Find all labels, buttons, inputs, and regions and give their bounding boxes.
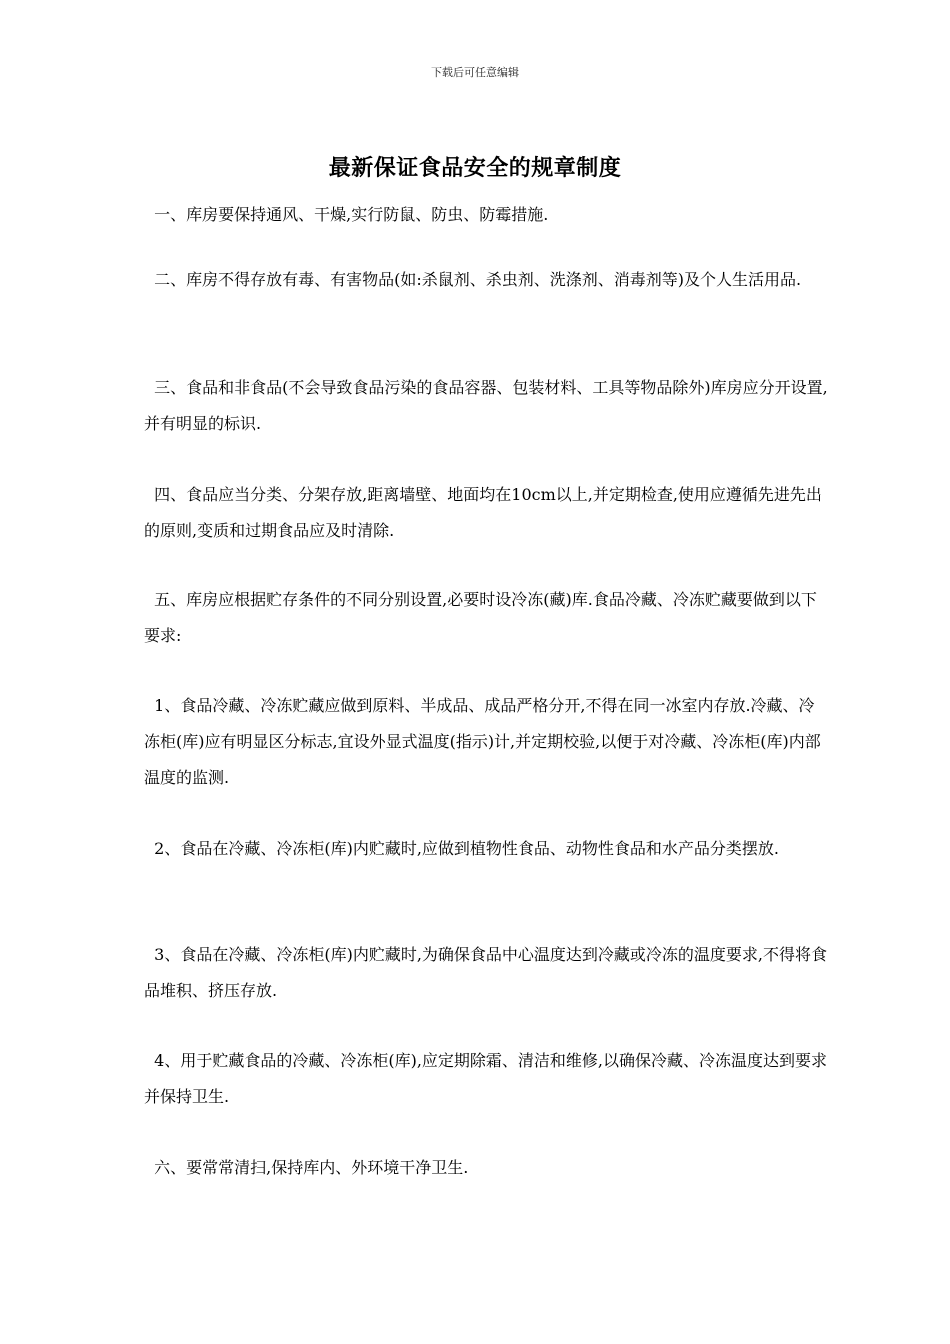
paragraph-1: 一、库房要保持通风、干燥,实行防鼠、防虫、防霉措施.: [144, 205, 549, 224]
header-note: 下载后可任意编辑: [431, 66, 519, 79]
paragraph-4: 四、食品应当分类、分架存放,距离墙壁、地面均在10cm以上,并定期检查,使用应遵循先进先出的原则,变质和过期食品应及时清除.: [144, 485, 822, 540]
paragraph-7: 2、食品在冷藏、冷冻柜(库)内贮藏时,应做到植物性食品、动物性食品和水产品分类摆放.: [144, 839, 780, 858]
paragraph-3: 三、食品和非食品(不会导致食品污染的食品容器、包装材料、工具等物品除外)库房应分开设置,并有明显的标识.: [144, 378, 828, 433]
paragraph-9: 4、用于贮藏食品的冷藏、冷冻柜(库),应定期除霜、清洁和维修,以确保冷藏、冷冻温度达到要求并保持卫生.: [144, 1051, 828, 1106]
document-title: 最新保证食品安全的规章制度: [328, 156, 622, 181]
paragraph-8: 3、食品在冷藏、冷冻柜(库)内贮藏时,为确保食品中心温度达到冷藏或冷冻的温度要求,不得将食品堆积、挤压存放.: [144, 945, 828, 1000]
paragraph-10: 六、要常常清扫,保持库内、外环境干净卫生.: [144, 1158, 469, 1177]
paragraph-5: 五、库房应根据贮存条件的不同分别设置,必要时设冷冻(藏)库.食品冷藏、冷冻贮藏要做到以下要求:: [144, 590, 817, 645]
paragraph-6: 1、食品冷藏、冷冻贮藏应做到原料、半成品、成品严格分开,不得在同一冰室内存放.冷藏、冷冻柜(库)应有明显区分标志,宜设外显式温度(指示)计,并定期校验,以便于对冷藏、冷冻柜(库)内部温度的监测.: [144, 696, 821, 787]
paragraph-2: 二、库房不得存放有毒、有害物品(如:杀鼠剂、杀虫剂、洗涤剂、消毒剂等)及个人生活用品.: [144, 270, 802, 289]
